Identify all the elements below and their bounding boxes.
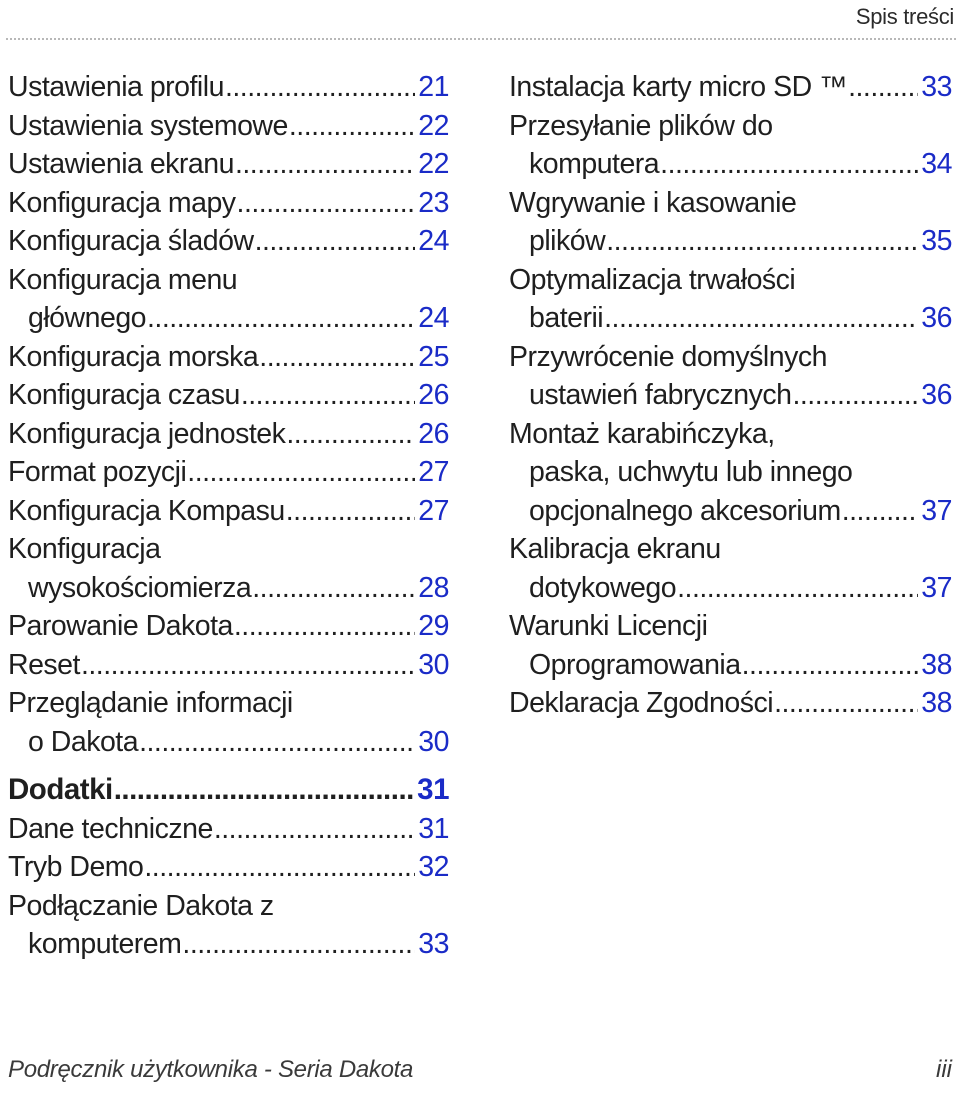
dot-leader bbox=[792, 376, 918, 415]
toc-entry-title: Montaż karabińczyka, bbox=[509, 417, 775, 450]
toc-entry-title: o Dakota bbox=[28, 725, 139, 758]
toc-entry-line bbox=[509, 607, 952, 646]
dot-leader bbox=[147, 299, 415, 338]
toc-entry-line bbox=[8, 925, 449, 964]
toc-entry[interactable] bbox=[8, 887, 449, 964]
toc-entry-line bbox=[8, 607, 449, 646]
toc-page-number[interactable]: 35 bbox=[921, 225, 952, 257]
toc-entry[interactable] bbox=[509, 338, 952, 415]
dot-leader bbox=[252, 569, 415, 608]
toc-page-number[interactable]: 26 bbox=[418, 417, 449, 450]
toc-page-number[interactable]: 24 bbox=[418, 302, 449, 334]
toc-entry[interactable] bbox=[8, 376, 449, 415]
toc-entry-title: Konfiguracja menu bbox=[8, 263, 238, 296]
toc-page-number[interactable]: 27 bbox=[418, 456, 449, 488]
dot-leader bbox=[182, 925, 415, 964]
toc-entry[interactable] bbox=[8, 607, 449, 646]
toc-entry-title: plików bbox=[529, 225, 606, 257]
toc-page-number[interactable]: 38 bbox=[921, 687, 952, 719]
toc-entry[interactable] bbox=[509, 184, 952, 261]
toc-page-number[interactable]: 32 bbox=[418, 851, 449, 883]
toc-entry-line bbox=[509, 646, 952, 685]
toc-entry[interactable] bbox=[509, 107, 952, 184]
toc-entry[interactable] bbox=[509, 607, 952, 684]
toc-page-number[interactable]: 21 bbox=[418, 71, 449, 103]
toc-entry-line bbox=[509, 453, 952, 492]
toc-entry-title: Dodatki bbox=[8, 773, 113, 806]
dot-leader bbox=[286, 415, 415, 454]
toc-entry-title: Reset bbox=[8, 648, 80, 681]
toc-entry-line bbox=[509, 107, 952, 146]
toc-entry[interactable] bbox=[509, 415, 952, 531]
dot-leader bbox=[604, 299, 918, 338]
toc-section-entry[interactable] bbox=[8, 771, 449, 810]
dot-leader bbox=[660, 145, 918, 184]
toc-entry-title: ustawień fabrycznych bbox=[529, 379, 792, 411]
toc-page-number[interactable]: 30 bbox=[418, 725, 449, 758]
dot-leader bbox=[187, 453, 415, 492]
toc-entry-title: Instalacja karty micro SD ™ bbox=[509, 71, 848, 103]
dot-leader bbox=[214, 810, 415, 849]
toc-entry-title: Oprogramowania bbox=[529, 648, 741, 681]
toc-entry-title: komputera bbox=[529, 148, 660, 180]
dot-leader bbox=[81, 646, 415, 685]
toc-entry-line bbox=[8, 415, 449, 454]
toc-entry-title: Format pozycji bbox=[8, 456, 187, 488]
dot-leader bbox=[241, 376, 415, 415]
dot-leader bbox=[774, 684, 918, 723]
section-title: Spis treści bbox=[855, 4, 954, 29]
toc-entry[interactable] bbox=[8, 848, 449, 887]
dot-leader bbox=[286, 492, 416, 531]
toc-entry-line bbox=[509, 415, 952, 454]
toc-page-number[interactable]: 26 bbox=[418, 379, 449, 411]
toc-entry[interactable] bbox=[8, 222, 449, 261]
toc-entry[interactable] bbox=[8, 453, 449, 492]
toc-page-number[interactable]: 30 bbox=[418, 648, 449, 681]
toc-entry-title: Ustawienia profilu bbox=[8, 71, 224, 103]
toc-entry-title: Konfiguracja mapy bbox=[8, 186, 236, 219]
toc-page-number[interactable]: 25 bbox=[418, 340, 449, 373]
toc-entry-line bbox=[8, 338, 449, 377]
toc-entry-title: Konfiguracja jednostek bbox=[8, 417, 286, 450]
dot-leader bbox=[289, 107, 415, 146]
toc-entry-line bbox=[509, 261, 952, 300]
toc-entry[interactable] bbox=[8, 684, 449, 761]
header-dotted-rule bbox=[6, 38, 956, 40]
toc-entry-line bbox=[8, 646, 449, 685]
toc-entry-title: paska, uchwytu lub innego bbox=[529, 456, 853, 488]
toc-entry-title: Wgrywanie i kasowanie bbox=[509, 186, 797, 219]
toc-entry-title: Dane techniczne bbox=[8, 812, 213, 845]
toc-page-number[interactable]: 36 bbox=[921, 379, 952, 411]
toc-page-number[interactable]: 37 bbox=[921, 494, 952, 527]
toc-entry-title: Optymalizacja trwałości bbox=[509, 263, 796, 296]
toc-entry-title: Kalibracja ekranu bbox=[509, 533, 721, 565]
toc-entry-title: Przeglądanie informacji bbox=[8, 687, 293, 719]
toc-entry[interactable] bbox=[8, 68, 449, 107]
toc-entry-title: Ustawienia systemowe bbox=[8, 109, 288, 142]
dot-leader bbox=[235, 145, 415, 184]
toc-entry-title: Konfiguracja Kompasu bbox=[8, 494, 285, 527]
toc-page-number[interactable]: 22 bbox=[418, 148, 449, 180]
toc-column-right bbox=[509, 68, 952, 723]
toc-entry-title: opcjonalnego akcesorium bbox=[529, 494, 841, 527]
toc-page-number[interactable]: 27 bbox=[418, 494, 449, 527]
toc-entry-line bbox=[8, 376, 449, 415]
toc-entry[interactable] bbox=[8, 415, 449, 454]
toc-entry-title: Konfiguracja bbox=[8, 533, 161, 565]
dot-leader bbox=[677, 569, 918, 608]
toc-page-number[interactable]: 31 bbox=[418, 812, 449, 845]
toc-entry-title: dotykowego bbox=[529, 571, 677, 604]
toc-entry[interactable] bbox=[8, 261, 449, 338]
toc-entry-line bbox=[8, 810, 449, 849]
dot-leader bbox=[234, 607, 415, 646]
toc-page-number[interactable]: 28 bbox=[418, 571, 449, 604]
dot-leader bbox=[842, 492, 919, 531]
toc-page-number[interactable]: 36 bbox=[921, 302, 952, 334]
toc-entry-line bbox=[8, 848, 449, 887]
toc-page-number[interactable]: 31 bbox=[417, 773, 449, 806]
toc-entry[interactable] bbox=[509, 684, 952, 723]
toc-entry-line bbox=[8, 184, 449, 223]
dot-leader bbox=[848, 68, 918, 107]
toc-page-number[interactable]: 33 bbox=[921, 71, 952, 103]
dot-leader bbox=[255, 222, 416, 261]
toc-entry-line bbox=[8, 887, 449, 926]
toc-entry-line bbox=[8, 453, 449, 492]
toc-entry[interactable] bbox=[8, 184, 449, 223]
toc-entry-line bbox=[509, 338, 952, 377]
toc-entry-line bbox=[8, 299, 449, 338]
toc-page-number[interactable]: 24 bbox=[418, 225, 449, 257]
toc-entry-line bbox=[509, 145, 952, 184]
toc-entry[interactable] bbox=[8, 530, 449, 607]
toc-entry-line bbox=[509, 376, 952, 415]
toc-entry-line bbox=[509, 492, 952, 531]
toc-entry-line bbox=[8, 530, 449, 569]
toc-entry-line bbox=[509, 684, 952, 723]
toc-entry-line bbox=[8, 222, 449, 261]
dot-leader bbox=[225, 68, 415, 107]
dot-leader bbox=[139, 723, 415, 762]
toc-entry-line bbox=[8, 723, 449, 762]
toc-entry[interactable] bbox=[8, 107, 449, 146]
dot-leader bbox=[114, 771, 414, 810]
page-number: iii bbox=[936, 1056, 952, 1083]
toc-entry[interactable] bbox=[8, 145, 449, 184]
toc-entry[interactable] bbox=[509, 261, 952, 338]
toc-entry-line bbox=[8, 771, 449, 810]
toc-page-number[interactable]: 22 bbox=[418, 109, 449, 142]
toc-entry-title: Ustawienia ekranu bbox=[8, 148, 234, 180]
toc-entry-line bbox=[8, 107, 449, 146]
toc-entry-line bbox=[8, 684, 449, 723]
toc-entry-title: Podłączanie Dakota z bbox=[8, 889, 274, 922]
toc-entry-title: Konfiguracja morska bbox=[8, 340, 259, 373]
toc-entry-line bbox=[509, 184, 952, 223]
dot-leader bbox=[237, 184, 416, 223]
toc-entry-title: głównego bbox=[28, 302, 147, 334]
toc-entry-line bbox=[509, 530, 952, 569]
toc-entry-title: Konfiguracja czasu bbox=[8, 379, 240, 411]
dot-leader bbox=[259, 338, 415, 377]
toc-entry-title: Deklaracja Zgodności bbox=[509, 687, 774, 719]
toc-entry-line bbox=[509, 68, 952, 107]
toc-page-number[interactable]: 37 bbox=[921, 571, 952, 604]
toc-entry-line bbox=[8, 261, 449, 300]
manual-title: Podręcznik użytkownika - Seria Dakota bbox=[8, 1056, 414, 1083]
toc-entry-line bbox=[509, 222, 952, 261]
toc-entry-title: wysokościomierza bbox=[28, 571, 252, 604]
toc-entry-line bbox=[8, 68, 449, 107]
dot-leader bbox=[742, 646, 919, 685]
toc-entry[interactable] bbox=[509, 68, 952, 107]
toc-page-number[interactable]: 23 bbox=[418, 186, 449, 219]
toc-page-number[interactable]: 33 bbox=[418, 928, 449, 960]
toc-entry-line bbox=[509, 569, 952, 608]
toc-entry-line bbox=[8, 492, 449, 531]
toc-entry-line bbox=[8, 569, 449, 608]
toc-entry-line bbox=[509, 299, 952, 338]
toc-entry-title: Konfiguracja śladów bbox=[8, 225, 254, 257]
toc-entry[interactable] bbox=[8, 810, 449, 849]
toc-entry[interactable] bbox=[509, 530, 952, 607]
toc-entry-title: Tryb Demo bbox=[8, 851, 144, 883]
dot-leader bbox=[144, 848, 415, 887]
toc-entry-title: Przywrócenie domyślnych bbox=[509, 340, 827, 373]
toc-entry-title: komputerem bbox=[28, 928, 182, 960]
toc-page-number[interactable]: 34 bbox=[921, 148, 952, 180]
toc-entry[interactable] bbox=[8, 492, 449, 531]
dot-leader bbox=[606, 222, 918, 261]
toc-column-left bbox=[8, 68, 449, 964]
toc-entry-line bbox=[8, 145, 449, 184]
toc-entry-title: Przesyłanie plików do bbox=[509, 109, 773, 142]
toc-page-number[interactable]: 38 bbox=[921, 648, 952, 681]
toc-entry-title: baterii bbox=[529, 302, 604, 334]
toc-page-number[interactable]: 29 bbox=[418, 610, 449, 642]
toc-entry-title: Parowanie Dakota bbox=[8, 610, 233, 642]
toc-entry[interactable] bbox=[8, 646, 449, 685]
toc-entry[interactable] bbox=[8, 338, 449, 377]
toc-entry-title: Warunki Licencji bbox=[509, 610, 708, 642]
